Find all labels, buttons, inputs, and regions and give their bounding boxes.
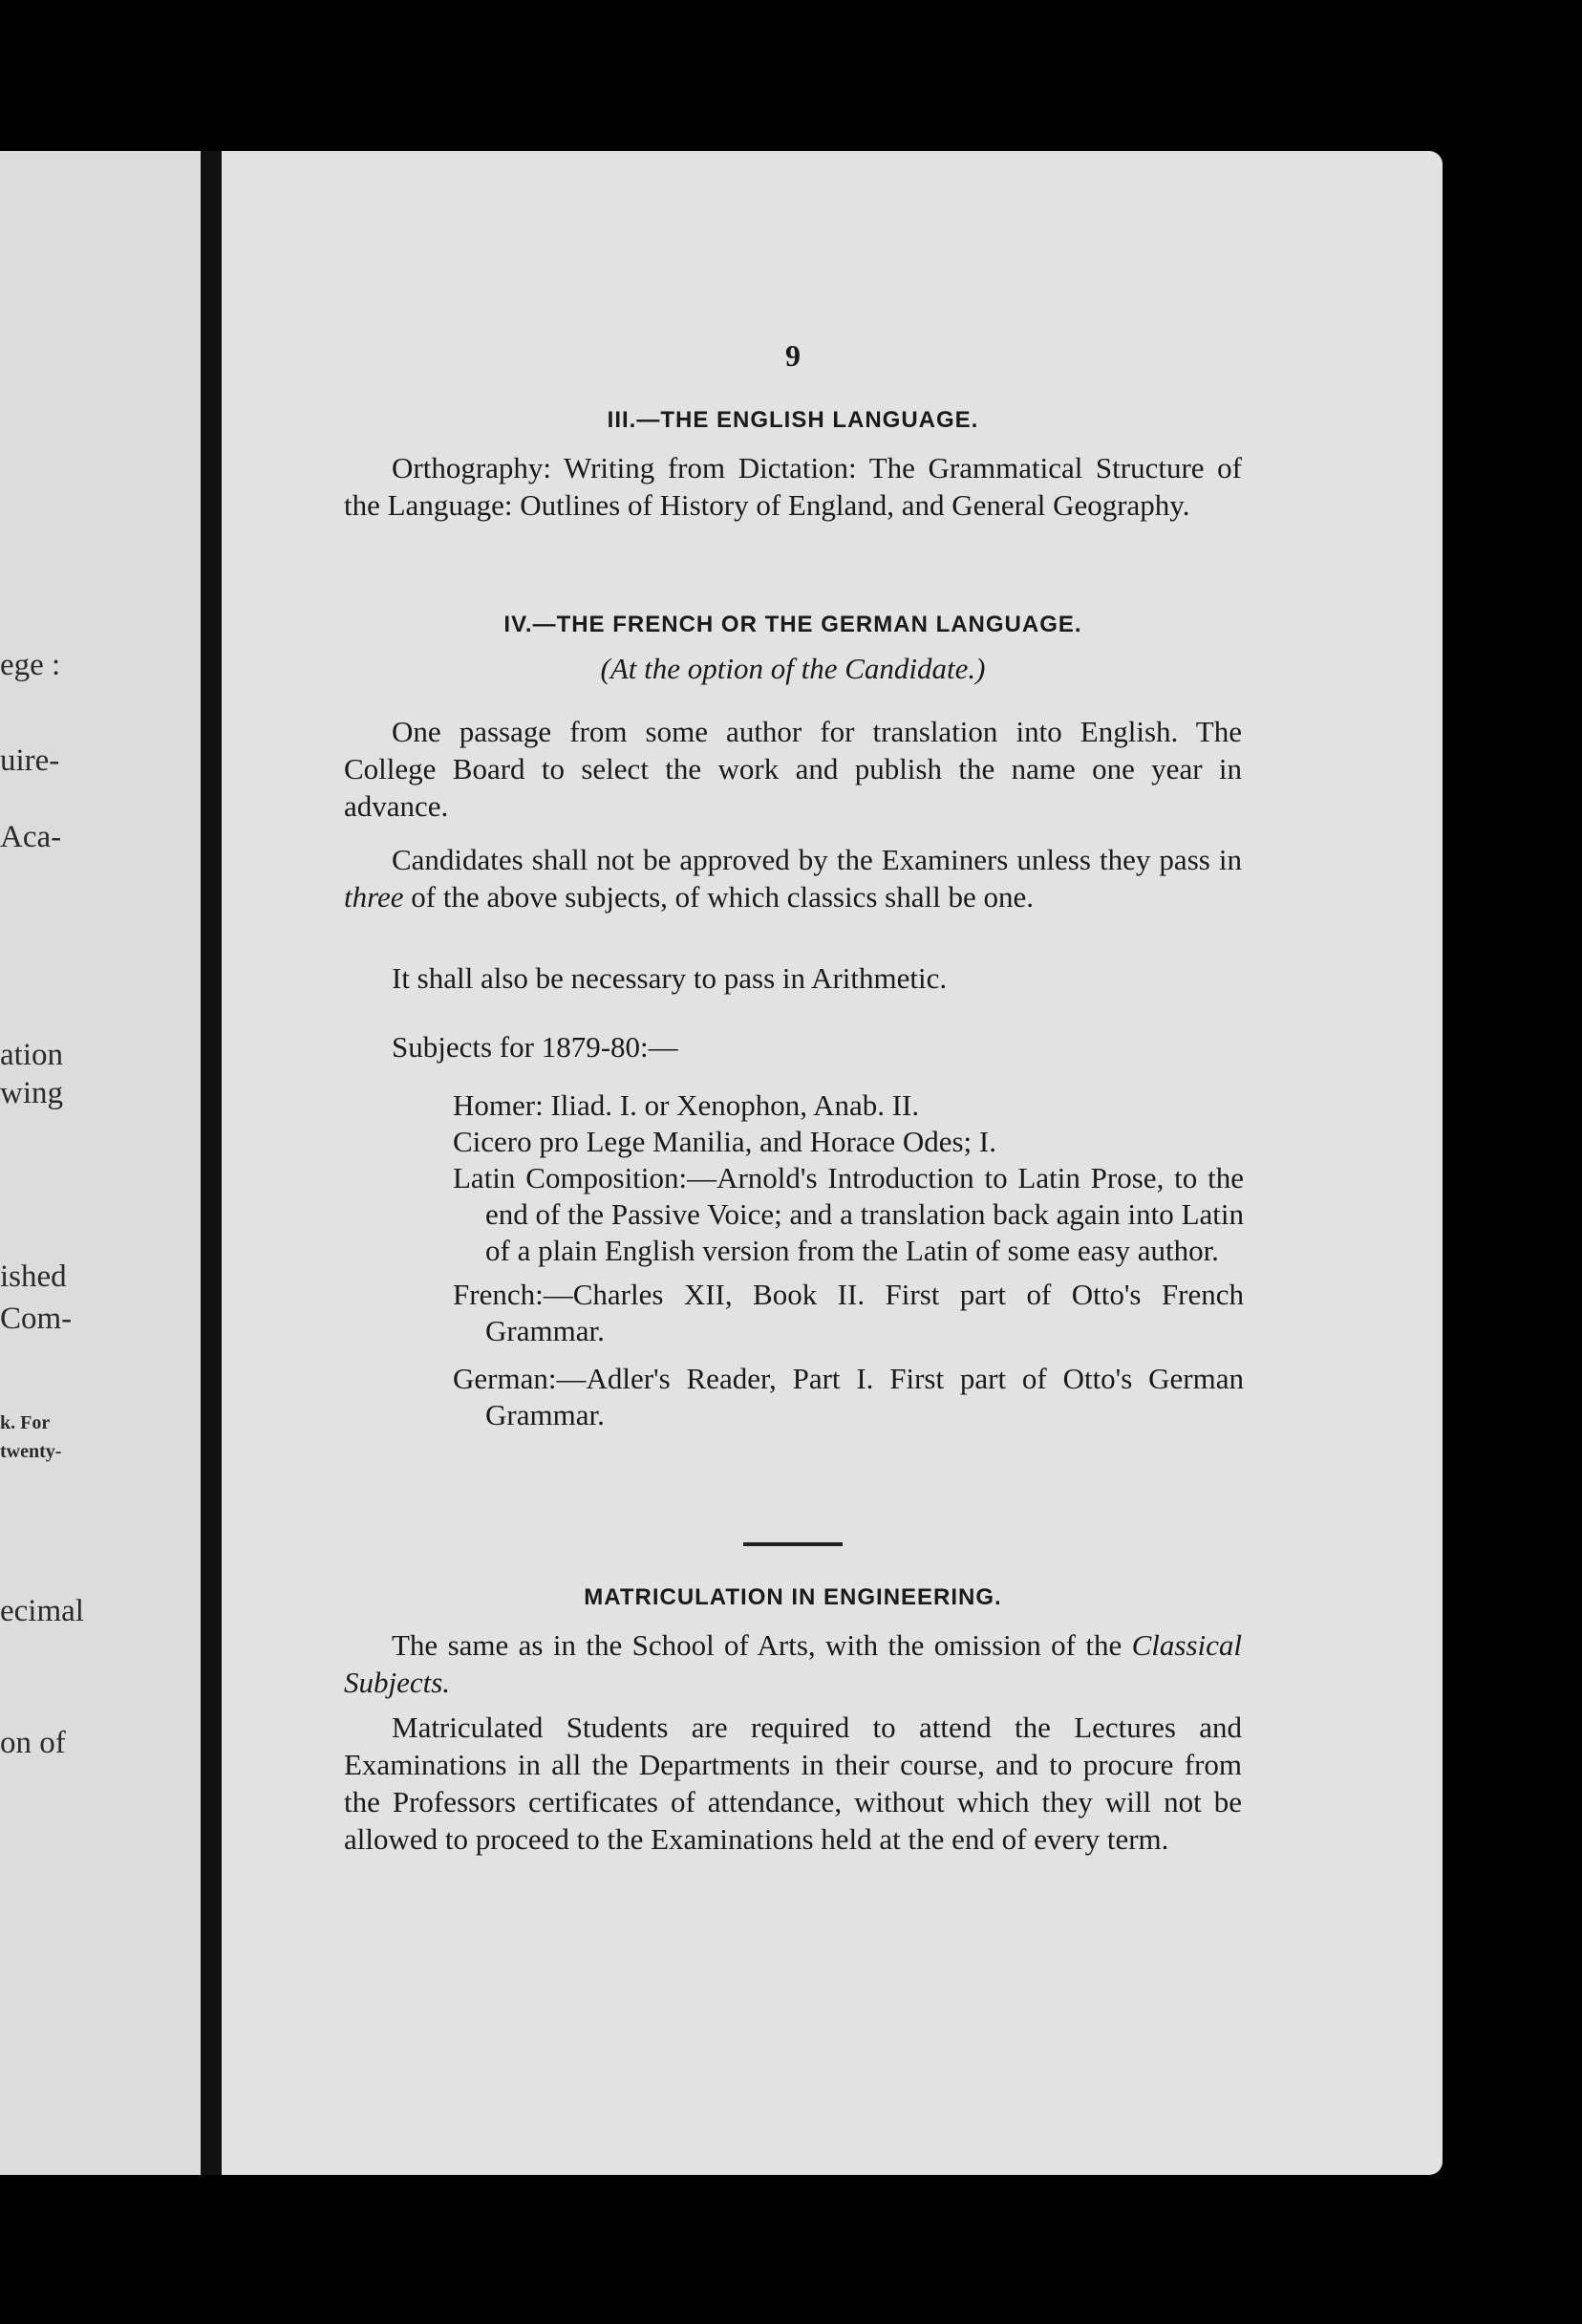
- approval-text-italic: three: [344, 880, 404, 914]
- left-fragment: on of: [0, 1726, 66, 1760]
- left-fragment: k. For: [0, 1412, 51, 1433]
- left-fragment: ished: [0, 1259, 67, 1294]
- left-fragment: ege :: [0, 648, 61, 682]
- document-page: [222, 151, 1443, 2175]
- list-item: Latin Composition:—Arnold's Introduction to Latin Prose, to the end of the Passive Voice; and a translation back again into Latin of a plain English version from the Latin of some easy author.: [453, 1161, 1244, 1267]
- approval-text-before: Candidates shall not be approved by the Examiners unless they pass in: [392, 843, 1242, 876]
- list-item: Homer: Iliad. I. or Xenophon, Anab. II.: [453, 1088, 920, 1122]
- left-fragment: wing: [0, 1076, 63, 1110]
- matriculated-paragraph: Matriculated Students are required to attend the Lectures and Examinations in all the Departments in their course, and to procure from the Professors certificates of attendance, without which they will not be allowed to proceed to the Examinations held at the end of every term.: [344, 1711, 1242, 1856]
- engineering-text-italic: Classical Subjects.: [344, 1628, 1242, 1699]
- section-heading-french-german: IV.—THE FRENCH OR THE GERMAN LANGUAGE.: [503, 612, 1082, 637]
- list-item: Cicero pro Lege Manilia, and Horace Odes; I.: [453, 1125, 996, 1158]
- translation-paragraph: One passage from some author for translation into English. The College Board to select the work and publish the name one year in advance.: [344, 715, 1242, 823]
- section-heading-english: III.—THE ENGLISH LANGUAGE.: [607, 407, 979, 433]
- english-language-paragraph: Orthography: Writing from Dictation: The Grammatical Structure of the Language: Outlines of History of England, and General Geography.: [344, 451, 1242, 522]
- engineering-paragraph: [344, 1626, 1242, 1701]
- subjects-intro: Subjects for 1879-80:—: [392, 1030, 678, 1064]
- option-subheading: (At the option of the Candidate.): [600, 652, 986, 685]
- section-divider: [743, 1542, 843, 1546]
- subjects-list: [453, 1087, 1244, 1433]
- approval-text-after: of the above subjects, of which classics shall be one.: [403, 880, 1034, 914]
- left-fragment: twenty-: [0, 1441, 62, 1462]
- left-fragment: Aca-: [0, 820, 62, 854]
- engineering-text-before: The same as in the School of Arts, with the omission of the: [392, 1628, 1132, 1662]
- left-fragment: ation: [0, 1038, 63, 1072]
- left-fragment: ecimal: [0, 1594, 84, 1628]
- arithmetic-paragraph: It shall also be necessary to pass in Arithmetic.: [392, 961, 948, 995]
- left-fragment: Com-: [0, 1302, 73, 1336]
- section-heading-engineering: MATRICULATION IN ENGINEERING.: [584, 1584, 1002, 1610]
- list-item: French:—Charles XII, Book II. First part of Otto's French Grammar.: [453, 1278, 1244, 1347]
- list-item: German:—Adler's Reader, Part I. First part of Otto's German Grammar.: [453, 1362, 1244, 1431]
- left-fragment: uire-: [0, 743, 60, 778]
- page-number: 9: [785, 338, 801, 373]
- approval-paragraph: [344, 841, 1242, 915]
- left-page-strip: [0, 151, 201, 2175]
